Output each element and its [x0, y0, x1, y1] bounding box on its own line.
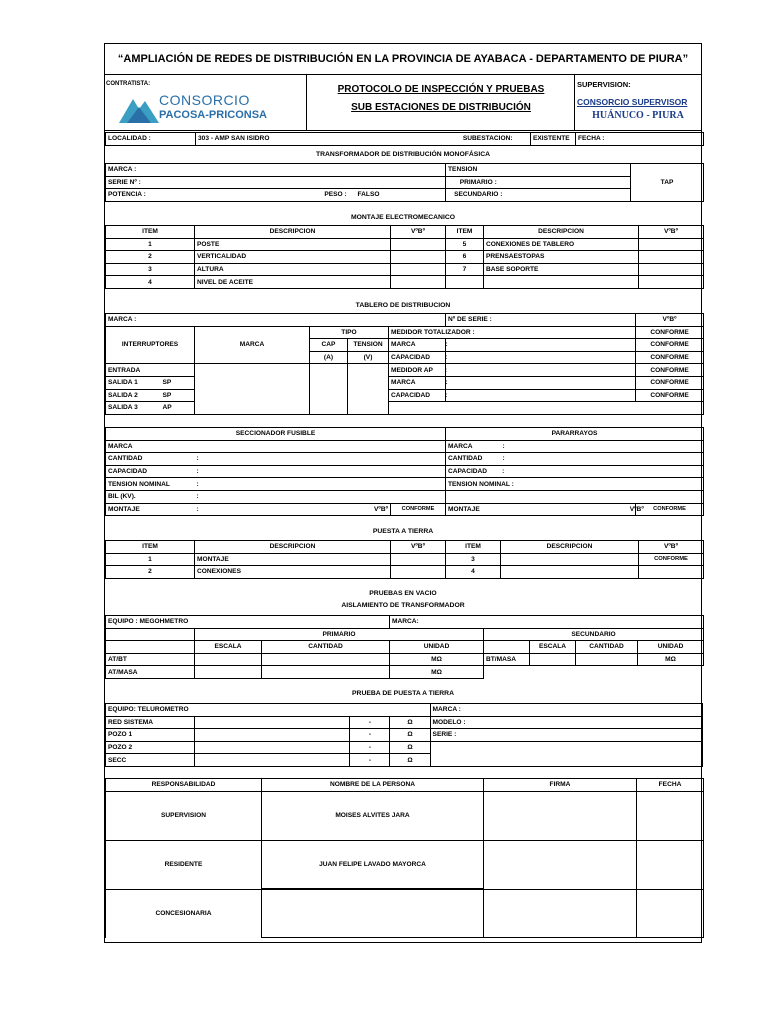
medidor-capacidad — [389, 351, 446, 364]
montaje-row-desc: VERTICALIDAD — [195, 251, 391, 264]
transformer-potencia: POTENCIA : — [106, 189, 316, 202]
transformer-table — [105, 163, 704, 202]
header-supervision — [575, 75, 701, 131]
puesta-row-desc2 — [501, 553, 639, 566]
para-montaje-label: MONTAJE — [448, 505, 480, 513]
prueba-sec-label: BT/MASA — [484, 653, 530, 666]
logo-line2: PACOSA-PRICONSA — [159, 109, 267, 121]
puesta-row-desc: CONEXIONES — [195, 566, 391, 579]
tierra-row-label: POZO 1 — [106, 729, 195, 742]
montaje-row-desc2: PRENSAESTOPAS — [484, 251, 639, 264]
medidor-ap-colon: : — [444, 366, 448, 374]
para-row-empty — [446, 490, 704, 503]
secc-colon: : — [195, 453, 446, 466]
interruptor-marca-cell — [195, 364, 310, 414]
ap-capacidad-value — [446, 389, 636, 402]
ap-marca-colon: : — [445, 379, 448, 387]
pruebas-table — [105, 615, 704, 679]
puesta-row-status: CONFORME — [639, 553, 704, 566]
pruebas-equipo: EQUIPO : MEGOHMETRO — [106, 616, 390, 629]
prueba-row-escala — [195, 653, 262, 666]
puesta-row-item: 2 — [106, 566, 195, 579]
para-row — [446, 440, 704, 453]
secc-row: MARCA — [106, 440, 446, 453]
transformer-marca: MARCA : — [106, 164, 446, 177]
transformer-primario: PRIMARIO : — [446, 176, 511, 189]
medidor-marca-label: MARCA — [391, 341, 416, 349]
cantidad-header: CANTIDAD — [262, 641, 390, 654]
montaje-row-item: 2 — [106, 251, 195, 264]
signoff-role: SUPERVISION — [106, 791, 262, 840]
tierra-row-blank — [195, 741, 350, 754]
secc-colon: : — [195, 503, 320, 516]
signoff-h-resp: RESPONSABILIDAD — [106, 779, 262, 792]
medidor-totalizador: MEDIDOR TOTALIZADOR : — [389, 326, 636, 339]
signoff-h-fecha: FECHA — [637, 779, 704, 792]
transformer-title: TRANSFORMADOR DE DISTRIBUCIÓN MONOFÁSICA — [315, 151, 491, 158]
secc-vobo: VºBº — [320, 503, 391, 516]
tierra-row-label: SECC — [106, 754, 195, 767]
montaje-row-vobo — [391, 238, 446, 251]
tierra-row-blank — [195, 754, 350, 767]
status-conforme: CONFORME — [636, 351, 704, 364]
tierra-row-blank — [195, 716, 350, 729]
tierra-row-dash: - — [350, 754, 390, 767]
puesta-title: PUESTA A TIERRA — [372, 528, 434, 535]
seccionador-title: SECCIONADOR FUSIBLE — [106, 428, 446, 441]
signoff-name — [262, 889, 484, 938]
ap-marca-value — [446, 376, 636, 389]
puesta-row-item2: 3 — [446, 553, 501, 566]
tierra-row-dash: - — [350, 716, 390, 729]
ap-capacidad — [389, 389, 446, 402]
pruebas-blank — [106, 641, 195, 654]
secc-row: CAPACIDAD — [106, 465, 195, 478]
tierra-row-unit: Ω — [390, 729, 430, 742]
salida-label: SALIDA 1 — [106, 376, 161, 389]
tension-header: TENSION — [348, 339, 389, 352]
salida-label: SALIDA 3 — [106, 402, 161, 415]
medidor-ap-value — [446, 364, 636, 377]
tablero-table — [105, 313, 704, 415]
montaje-row-vobo2 — [639, 276, 704, 289]
secc-row: CANTIDAD — [106, 453, 195, 466]
secundario-header: SECUNDARIO — [484, 628, 704, 641]
tablero-marca: MARCA : — [106, 314, 446, 327]
interruptor-cap-cell — [310, 364, 348, 414]
medidor-marca-colon: : — [445, 341, 448, 349]
para-row-label: CANTIDAD — [448, 455, 483, 463]
ap-marca — [389, 376, 446, 389]
prueba-row-cantidad — [262, 653, 390, 666]
montaje-row-desc: POSTE — [195, 238, 391, 251]
seccionador-table — [105, 427, 704, 516]
primario-header: PRIMARIO — [195, 628, 484, 641]
montaje-row-item: 1 — [106, 238, 195, 251]
localidad-value: 303 - AMP SAN ISIDRO — [196, 133, 446, 146]
transformer-tension: TENSION — [446, 164, 631, 177]
medidor-ap-label: MEDIDOR AP — [391, 366, 433, 374]
salida-type: SP — [161, 389, 195, 402]
montaje-row-item2 — [446, 276, 484, 289]
pararrayos-title: PARARRAYOS — [446, 428, 704, 441]
prueba-sec-unit: MΩ — [638, 653, 704, 666]
montaje-h-item2: ITEM — [446, 226, 484, 239]
supervisor-line1: CONSORCIO SUPERVISOR — [577, 97, 688, 107]
subestacion-value: EXISTENTE — [531, 133, 576, 146]
puesta-row-vobo — [391, 566, 446, 579]
peso-label: PESO : — [316, 189, 356, 202]
tierra-row-unit: Ω — [390, 716, 430, 729]
interruptores-header: INTERRUPTORES — [106, 326, 195, 364]
subestacion-label: SUBESTACION: — [446, 133, 531, 146]
secc-row: TENSION NOMINAL — [106, 478, 195, 491]
salida-label: SALIDA 2 — [106, 389, 161, 402]
salida-type: AP — [161, 402, 195, 415]
tension-unit: (V) — [348, 351, 389, 364]
supervision-label: SUPERVISION: — [577, 80, 631, 89]
secc-row: MONTAJE — [106, 503, 195, 516]
cap-unit: (A) — [310, 351, 348, 364]
signoff-h-firma: FIRMA — [484, 779, 637, 792]
montaje-row-vobo2 — [639, 251, 704, 264]
prueba-row-unit: MΩ — [390, 653, 484, 666]
status-conforme: CONFORME — [636, 339, 704, 352]
montaje-row-desc2: BASE SOPORTE — [484, 263, 639, 276]
montaje-row-vobo — [391, 263, 446, 276]
para-row: TENSION NOMINAL : — [446, 478, 704, 491]
signoff-table — [105, 778, 704, 938]
puesta-table — [105, 540, 704, 579]
sec-unidad-header: UNIDAD — [638, 641, 704, 654]
tablero-empty — [389, 402, 704, 415]
marca-header: MARCA — [195, 326, 310, 364]
para-vobo: VºBº — [629, 505, 644, 513]
tablero-vobo: VºBº — [636, 314, 704, 327]
signoff-fecha[interactable] — [637, 791, 704, 840]
inspection-form — [104, 43, 702, 943]
montaje-row-item2: 5 — [446, 238, 484, 251]
tierra-row-label: RED SISTEMA — [106, 716, 195, 729]
montaje-title: MONTAJE ELECTROMECANICO — [350, 214, 456, 221]
salida-type: SP — [161, 376, 195, 389]
header-protocol — [307, 75, 575, 131]
tierra-row-dash: - — [350, 729, 390, 742]
status-conforme: CONFORME — [636, 376, 704, 389]
tierra-row-unit: Ω — [390, 754, 430, 767]
tierra-row-dash: - — [350, 741, 390, 754]
tablero-title: TABLERO DE DISTRIBUCION — [355, 302, 451, 309]
secc-conforme: CONFORME — [391, 503, 446, 516]
tierra-marca: MARCA : — [430, 704, 702, 717]
para-row — [446, 453, 704, 466]
puesta-row-item2: 4 — [446, 566, 501, 579]
unidad-header: UNIDAD — [390, 641, 484, 654]
medidor-marca-value — [446, 339, 636, 352]
para-montaje — [446, 503, 644, 516]
puesta-row-item: 1 — [106, 553, 195, 566]
puesta-row-desc2 — [501, 566, 639, 579]
montaje-row-vobo2 — [639, 263, 704, 276]
pruebas-blank — [106, 628, 195, 641]
montaje-row-vobo2 — [639, 238, 704, 251]
sec-cantidad-header: CANTIDAD — [576, 641, 638, 654]
montaje-row-item: 4 — [106, 276, 195, 289]
tierra-row-right: SERIE : — [430, 729, 702, 742]
localidad-label: LOCALIDAD : — [106, 133, 196, 146]
tierra-row-right — [430, 741, 702, 766]
para-row-colon: : — [502, 455, 505, 463]
pruebas-title1: PRUEBAS EN VACIO — [369, 590, 437, 597]
transformer-tap: TAP — [631, 164, 704, 202]
para-row-colon: : — [502, 468, 505, 476]
puesta-h-vobo: VºBº — [391, 541, 446, 554]
montaje-row-desc: ALTURA — [195, 263, 391, 276]
prueba-sec-empty — [484, 666, 704, 679]
tierra-row-unit: Ω — [390, 741, 430, 754]
tierra-table — [105, 703, 703, 767]
montaje-row-item: 3 — [106, 263, 195, 276]
montaje-row-item2: 7 — [446, 263, 484, 276]
interruptor-tension-cell — [348, 364, 389, 414]
protocol-title: PROTOCOLO DE INSPECCIÓN Y PRUEBAS — [337, 84, 545, 95]
escala-header: ESCALA — [195, 641, 262, 654]
para-row — [446, 465, 704, 478]
signoff-name: JUAN FELIPE LAVADO MAYORCA — [262, 840, 484, 889]
puesta-row-desc: MONTAJE — [195, 553, 391, 566]
status-conforme: CONFORME — [636, 364, 704, 377]
secc-colon: : — [195, 465, 446, 478]
tierra-row-label: POZO 2 — [106, 741, 195, 754]
secc-row: BIL (KV). — [106, 490, 195, 503]
pruebas-title2: AISLAMIENTO DE TRANSFORMADOR — [341, 602, 465, 609]
montaje-h-desc2: DESCRIPCION — [484, 226, 639, 239]
supervisor-line2: HUÁNUCO - PIURA — [592, 110, 684, 121]
puesta-row-vobo — [391, 553, 446, 566]
header-contratista — [105, 75, 307, 131]
sec-blank — [484, 641, 530, 654]
tierra-row-right: MODELO : — [430, 716, 702, 729]
para-row-colon: : — [502, 442, 505, 450]
transformer-serie: SERIE Nº : — [106, 176, 446, 189]
montaje-h-vobo2: VºBº — [639, 226, 704, 239]
signoff-fecha[interactable] — [637, 840, 704, 889]
entrada-label: ENTRADA — [106, 364, 195, 377]
medidor-capacidad-colon: : — [445, 354, 448, 362]
montaje-table — [105, 225, 704, 289]
para-row-label: CAPACIDAD — [448, 468, 488, 476]
montaje-row-desc2: CONEXIONES DE TABLERO — [484, 238, 639, 251]
tierra-row-blank — [195, 729, 350, 742]
signoff-firma[interactable] — [484, 840, 637, 889]
montaje-h-desc: DESCRIPCION — [195, 226, 391, 239]
signoff-h-name: NOMBRE DE LA PERSONA — [262, 779, 484, 792]
prueba-sec-escala — [530, 653, 576, 666]
medidor-capacidad-label: CAPACIDAD — [391, 354, 431, 362]
tierra-equipo: EQUIPO: TELUROMETRO — [106, 704, 431, 717]
prueba-row-unit: MΩ — [390, 666, 484, 679]
montaje-row-item2: 6 — [446, 251, 484, 264]
fecha-label: FECHA : — [576, 133, 704, 146]
protocol-subtitle: SUB ESTACIONES DE DISTRIBUCIÓN — [351, 102, 531, 113]
montaje-row-desc: NIVEL DE ACEITE — [195, 276, 391, 289]
secc-colon: : — [195, 478, 446, 491]
secundario-value — [511, 189, 631, 202]
puesta-row-status — [639, 566, 704, 579]
peso-value: FALSO — [356, 189, 446, 202]
montaje-h-item: ITEM — [106, 226, 195, 239]
para-row-label: MARCA — [448, 442, 473, 450]
signoff-firma[interactable] — [484, 791, 637, 840]
montaje-row-vobo — [391, 276, 446, 289]
prueba-sec-cantidad — [576, 653, 638, 666]
ap-capacidad-colon: : — [445, 391, 448, 399]
montaje-h-vobo: VºBº — [391, 226, 446, 239]
signoff-role: CONCESIONARIA — [106, 889, 262, 938]
sec-escala-header: ESCALA — [530, 641, 576, 654]
puesta-h-vobo2: VºBº — [639, 541, 704, 554]
medidor-ap — [389, 364, 446, 377]
contratista-label: CONTRATISTA: — [106, 81, 151, 87]
tierra-title: PRUEBA DE PUESTA A TIERRA — [352, 690, 454, 697]
puesta-h-item: ITEM — [106, 541, 195, 554]
logo-line1: CONSORCIO — [159, 92, 250, 108]
puesta-h-desc: DESCRIPCION — [195, 541, 391, 554]
signoff-firma[interactable] — [484, 889, 637, 938]
status-conforme: CONFORME — [636, 326, 704, 339]
prueba-row-cantidad — [262, 666, 390, 679]
tipo-header: TIPO — [310, 326, 389, 339]
para-conforme: CONFORME — [636, 503, 704, 516]
tablero-serie: Nº DE SERIE : — [446, 314, 636, 327]
puesta-h-desc2: DESCRIPCION — [501, 541, 639, 554]
prueba-row-label: AT/MASA — [106, 666, 195, 679]
medidor-capacidad-value — [446, 351, 636, 364]
status-conforme: CONFORME — [636, 389, 704, 402]
secc-colon: : — [195, 490, 446, 503]
prueba-row-escala — [195, 666, 262, 679]
montaje-row-desc2 — [484, 276, 639, 289]
primario-value — [511, 176, 631, 189]
puesta-h-item2: ITEM — [446, 541, 501, 554]
ap-capacidad-label: CAPACIDAD — [391, 391, 431, 399]
medidor-marca — [389, 339, 446, 352]
signoff-fecha[interactable] — [637, 889, 704, 938]
ap-marca-label: MARCA — [391, 379, 416, 387]
cap-header: CAP — [310, 339, 348, 352]
consorcio-logo-icon — [119, 95, 159, 123]
transformer-secundario: SECUNDARIO : — [446, 189, 511, 202]
info-table — [105, 132, 704, 146]
form-title: “AMPLIACIÓN DE REDES DE DISTRIBUCIÓN EN LA PROVINCIA DE AYABACA - DEPARTAMENTO DE PIURA” — [105, 44, 701, 75]
signoff-role: RESIDENTE — [106, 840, 262, 889]
signoff-name: MOISES ALVITES JARA — [262, 791, 484, 840]
prueba-row-label: AT/BT — [106, 653, 195, 666]
pruebas-marca: MARCA: — [390, 616, 704, 629]
montaje-row-vobo — [391, 251, 446, 264]
